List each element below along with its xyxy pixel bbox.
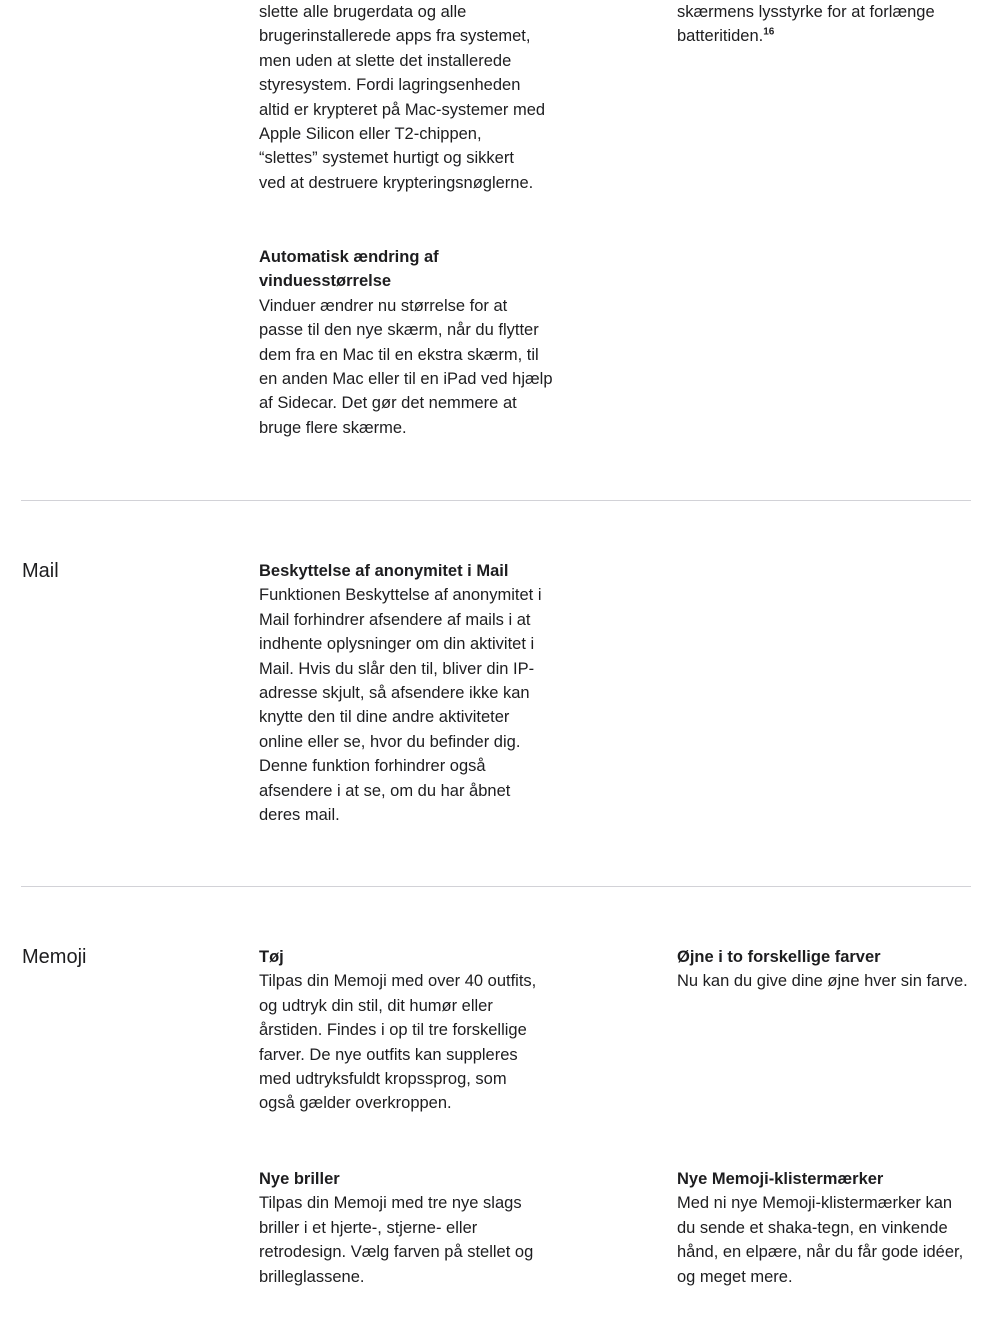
auto-resize-feature: [259, 245, 569, 440]
erase-feature-text: [259, 0, 569, 195]
auto-resize-body: Vinduer ændrer nu størrelse for at passe til den nye skærm, når du flytter dem fra en Mac til en ekstra skærm, til en anden Mac eller til en iPad ved hjælp af Sidecar. Det gør det nemmere at bruge flere skærme.: [259, 296, 553, 437]
mail-privacy-title: Beskyttelse af anonymitet i Mail: [259, 562, 509, 580]
memoji-eyes-title: Øjne i to forskellige farver: [677, 948, 881, 966]
brightness-feature-body: skærmens lysstyrke for at forlænge batteritiden.: [677, 3, 935, 46]
memoji-glasses-title: Nye briller: [259, 1170, 340, 1188]
memoji-clothes-title: Tøj: [259, 948, 284, 966]
mail-section-title: Mail: [22, 560, 59, 582]
memoji-eyes-body: Nu kan du give dine øjne hver sin farve.: [677, 972, 968, 991]
memoji-stickers-feature: [677, 1167, 987, 1289]
memoji-clothes-feature: [259, 945, 569, 1116]
memoji-stickers-body: Med ni nye Memoji-klistermærker kan du sende et shaka-tegn, en vinkende hånd, en elpære, når du får gode idéer, og meget mere.: [677, 1194, 964, 1286]
mail-privacy-feature: [259, 559, 569, 827]
section-divider: [21, 500, 971, 501]
footnote-marker[interactable]: 16: [763, 26, 775, 38]
memoji-eyes-feature: [677, 945, 987, 994]
erase-feature-body: slette alle brugerdata og alle brugerinstallerede apps fra systemet, men uden at slette det installerede styresystem. Fordi lagringsenheden altid er krypteret på Mac-systemer med Apple Silicon eller T2-chippen, “slettes” systemet hurtigt og sikkert ved at destruere krypteringsnøglerne.: [259, 3, 546, 192]
auto-resize-title: Automatisk ændring af vinduesstørrelse: [259, 248, 439, 291]
section-divider: [21, 886, 971, 887]
memoji-section-title: Memoji: [22, 946, 87, 968]
memoji-stickers-title: Nye Memoji-klistermærker: [677, 1170, 884, 1188]
mail-privacy-body: Funktionen Beskyttelse af anonymitet i Mail forhindrer afsendere af mails i at indhente oplysninger om din aktivitet i Mail. Hvis du slår den til, bliver din IP- adresse skjult, så afsendere ikke kan knytte den til dine andre aktiviteter online eller se, hvor du befinder dig. Denne funktion forhindrer også afsendere i at se, om du har åbnet deres mail.: [259, 586, 542, 825]
memoji-glasses-feature: [259, 1167, 569, 1289]
memoji-clothes-body: Tilpas din Memoji med over 40 outfits, og udtryk din stil, dit humør eller årstiden. Findes i op til tre forskellige farver. De nye outfits kan suppleres med udtryksfuldt kropssprog, som også gælder overkroppen.: [259, 972, 537, 1113]
memoji-glasses-body: Tilpas din Memoji med tre nye slags briller i et hjerte-, stjerne- eller retrodesign. Vælg farven på stellet og brilleglassene.: [259, 1194, 534, 1286]
brightness-feature-text: [677, 0, 987, 49]
